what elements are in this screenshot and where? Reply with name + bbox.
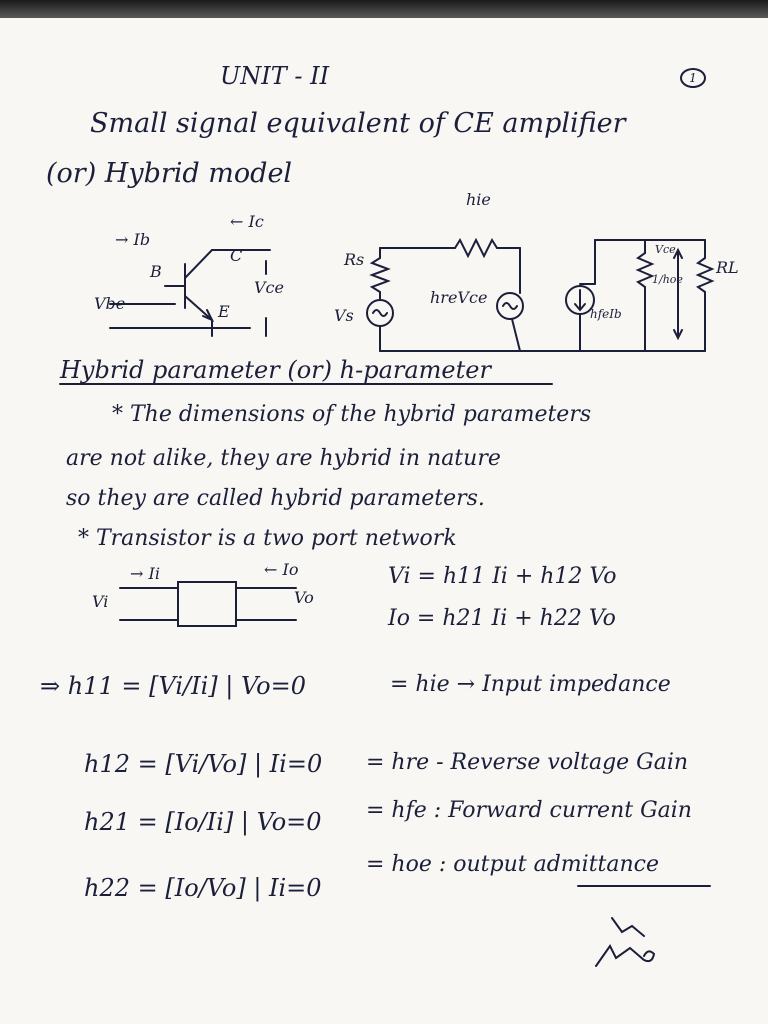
vo-label: Vo xyxy=(294,588,314,607)
eq-io: Io = h21 Ii + h22 Vo xyxy=(388,606,616,631)
hoe-label: 1/hoe xyxy=(652,273,683,286)
param-h22-rhs: = hoe : output admittance xyxy=(366,852,660,877)
notebook-page xyxy=(0,18,768,1024)
page-number: 1 xyxy=(680,68,706,88)
c-label: C xyxy=(230,246,243,265)
two-port-network xyxy=(120,582,296,626)
hre-vce-label: hreVce xyxy=(430,288,488,307)
page-edge-shadow xyxy=(0,0,768,18)
ib-label: → Ib xyxy=(115,230,151,249)
hybrid-model-circuit xyxy=(367,240,712,351)
ii-label: → Ii xyxy=(130,564,160,583)
vs-label: Vs xyxy=(334,306,354,325)
vce-label: Vce xyxy=(254,278,284,297)
param-h21-lhs: h21 = [Io/Ii] | Vo=0 xyxy=(84,808,322,836)
para1-line3: so they are called hybrid parameters. xyxy=(66,486,485,511)
para1-line1: * The dimensions of the hybrid parameters xyxy=(112,402,592,427)
b-label: B xyxy=(150,262,162,281)
transistor-symbol xyxy=(110,246,270,336)
rs-label: Rs xyxy=(344,250,365,269)
signature-scribble xyxy=(596,918,654,966)
param-h12-rhs: = hre - Reverse voltage Gain xyxy=(366,750,689,775)
eq-vi: Vi = h11 Ii + h12 Vo xyxy=(388,564,617,589)
param-h21-rhs: = hfe : Forward current Gain xyxy=(366,798,692,823)
title-line-2: (or) Hybrid model xyxy=(46,158,293,189)
rl-label: RL xyxy=(716,258,739,277)
title-line-1: Small signal equivalent of CE amplifier xyxy=(90,108,626,139)
section-heading: Hybrid parameter (or) h-parameter xyxy=(60,356,491,384)
io-label: ← Io xyxy=(264,560,299,579)
hie-label: hie xyxy=(466,190,491,209)
para1-line2: are not alike, they are hybrid in nature xyxy=(66,446,501,471)
vce-out-label: Vce xyxy=(655,243,676,256)
unit-heading: UNIT - II xyxy=(220,62,330,90)
vi-label: Vi xyxy=(92,592,109,611)
param-h11-rhs: = hie → Input impedance xyxy=(390,672,671,697)
ic-label: ← Ic xyxy=(230,212,264,231)
vbe-label: Vbe xyxy=(94,294,126,313)
para2: * Transistor is a two port network xyxy=(78,526,457,551)
param-h11-lhs: ⇒ h11 = [Vi/Ii] | Vo=0 xyxy=(40,672,306,700)
param-h12-lhs: h12 = [Vi/Vo] | Ii=0 xyxy=(84,750,323,778)
e-label: E xyxy=(218,302,230,321)
param-h22-lhs: h22 = [Io/Vo] | Ii=0 xyxy=(84,874,322,902)
hfe-ib-label: hfeIb xyxy=(590,307,622,321)
